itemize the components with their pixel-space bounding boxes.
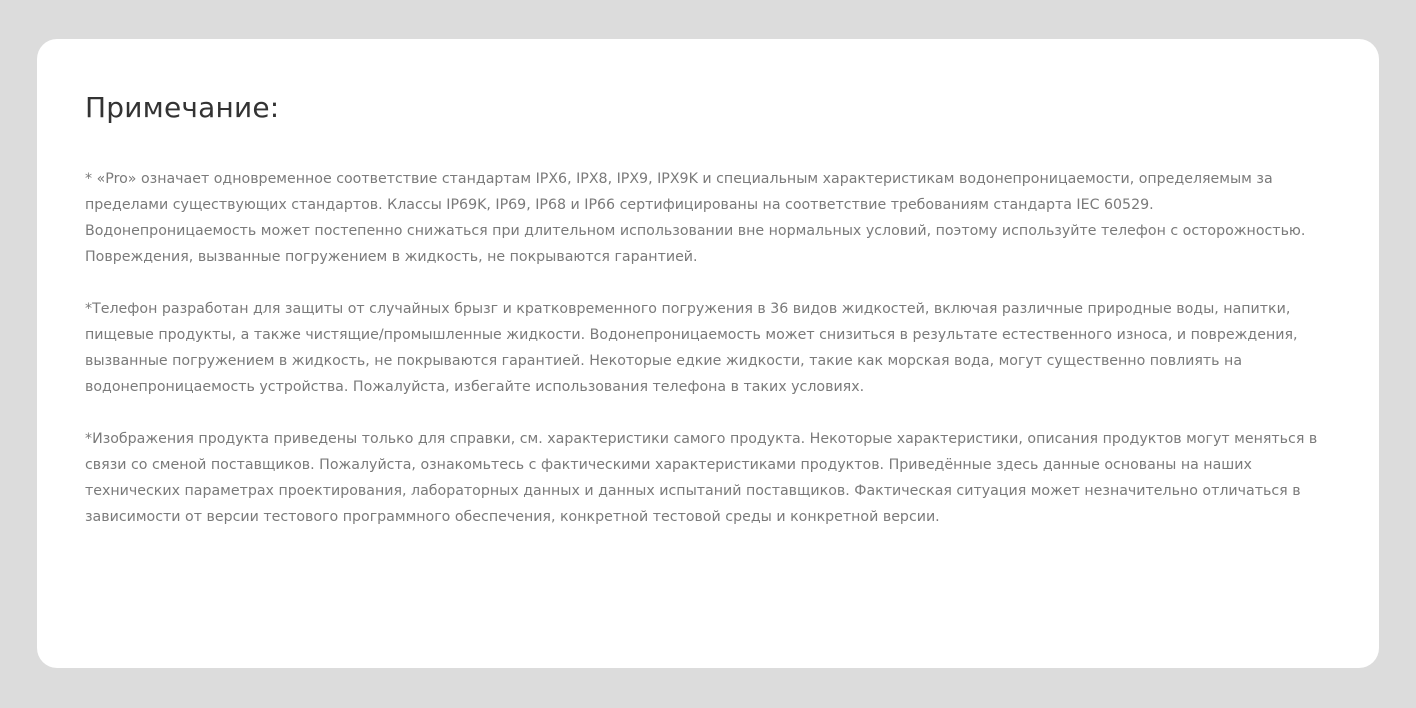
note-paragraph-images <box>85 426 1355 530</box>
note-line: Водонепроницаемость может постепенно снижаться при длительном использовании вне нормальных условий, поэтому используйте телефон с осторожностью. <box>85 223 1306 239</box>
note-line: пределами существующих стандартов. Классы IP69K, IP69, IP68 и IP66 сертифицированы на соответствие требованиям стандарта IEC 60529. <box>85 197 1154 213</box>
note-line: *Телефон разработан для защиты от случайных брызг и кратковременного погружения в 36 видов жидкостей, включая различные природные воды, напитки, <box>85 301 1291 317</box>
notes-title: Примечание: <box>85 91 280 124</box>
note-paragraph-pro <box>85 166 1355 270</box>
note-line: Повреждения, вызванные погружением в жидкость, не покрываются гарантией. <box>85 249 698 265</box>
note-line: *Изображения продукта приведены только для справки, см. характеристики самого продукта. Некоторые характеристики, описания продуктов могут меняться в <box>85 431 1318 447</box>
notes-body <box>85 166 1355 556</box>
note-line: пищевые продукты, а также чистящие/промышленные жидкости. Водонепроницаемость может снизиться в результате естественного износа, и повреждения, <box>85 327 1298 343</box>
note-line: вызванные погружением в жидкость, не покрываются гарантией. Некоторые едкие жидкости, такие как морская вода, могут существенно повлиять на <box>85 353 1243 369</box>
note-line: технических параметрах проектирования, лабораторных данных и данных испытаний поставщиков. Фактическая ситуация может незначительно отличаться в <box>85 483 1301 499</box>
note-line: водонепроницаемость устройства. Пожалуйста, избегайте использования телефона в таких условиях. <box>85 379 865 395</box>
note-line: * «Pro» означает одновременное соответствие стандартам IPX6, IPX8, IPX9, IPX9K и специальным характеристикам водонепроницаемости, определяемым за <box>85 171 1273 187</box>
note-line: зависимости от версии тестового программного обеспечения, конкретной тестовой среды и конкретной версии. <box>85 509 940 525</box>
note-line: связи со сменой поставщиков. Пожалуйста, ознакомьтесь с фактическими характеристиками продуктов. Приведённые здесь данные основаны на наших <box>85 457 1252 473</box>
note-paragraph-liquids <box>85 296 1355 400</box>
notes-card <box>37 39 1379 668</box>
